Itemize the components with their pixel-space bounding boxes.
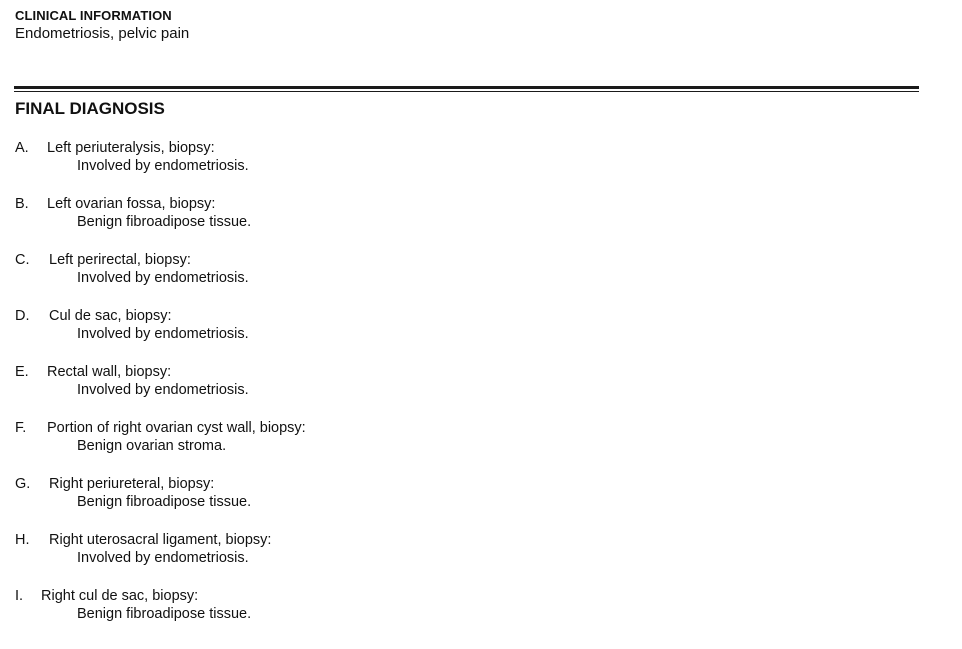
diagnosis-item <box>15 307 815 363</box>
diagnosis-letter: I. <box>15 588 24 604</box>
diagnosis-letter: G. <box>15 476 31 492</box>
diagnosis-letter: F. <box>15 420 27 436</box>
diagnosis-result: Benign ovarian stroma. <box>77 438 227 454</box>
diagnosis-result: Benign fibroadipose tissue. <box>77 494 252 510</box>
diagnosis-letter: H. <box>15 532 30 548</box>
diagnosis-result: Involved by endometriosis. <box>77 326 249 342</box>
diagnosis-letter: C. <box>15 252 30 268</box>
diagnosis-item <box>15 139 815 195</box>
diagnosis-letter: D. <box>15 308 30 324</box>
diagnosis-site: Right periureteral, biopsy: <box>49 476 215 492</box>
diagnosis-site: Left perirectal, biopsy: <box>49 252 191 268</box>
diagnosis-result: Involved by endometriosis. <box>77 270 249 286</box>
clinical-information-text: Endometriosis, pelvic pain <box>15 25 190 42</box>
diagnosis-site: Cul de sac, biopsy: <box>49 308 172 324</box>
diagnosis-item <box>15 195 815 251</box>
diagnosis-item <box>15 531 815 587</box>
diagnosis-item <box>15 587 815 643</box>
diagnosis-list <box>15 139 815 643</box>
diagnosis-item <box>15 419 815 475</box>
diagnosis-result: Involved by endometriosis. <box>77 382 249 398</box>
clinical-information-heading: CLINICAL INFORMATION <box>15 8 172 23</box>
diagnosis-result: Benign fibroadipose tissue. <box>77 214 252 230</box>
diagnosis-letter: E. <box>15 364 29 380</box>
diagnosis-site: Left ovarian fossa, biopsy: <box>47 196 216 212</box>
diagnosis-site: Portion of right ovarian cyst wall, biopsy: <box>47 420 306 436</box>
diagnosis-site: Left periuteralysis, biopsy: <box>47 140 215 156</box>
diagnosis-letter: B. <box>15 196 29 212</box>
diagnosis-result: Benign fibroadipose tissue. <box>77 606 252 622</box>
diagnosis-item <box>15 363 815 419</box>
final-diagnosis-heading: FINAL DIAGNOSIS <box>15 99 165 118</box>
diagnosis-result: Involved by endometriosis. <box>77 550 249 566</box>
diagnosis-site: Rectal wall, biopsy: <box>47 364 172 380</box>
section-divider <box>14 86 919 92</box>
diagnosis-site: Right uterosacral ligament, biopsy: <box>49 532 272 548</box>
diagnosis-result: Involved by endometriosis. <box>77 158 249 174</box>
diagnosis-site: Right cul de sac, biopsy: <box>41 588 199 604</box>
diagnosis-letter: A. <box>15 140 29 156</box>
diagnosis-item <box>15 251 815 307</box>
diagnosis-item <box>15 475 815 531</box>
